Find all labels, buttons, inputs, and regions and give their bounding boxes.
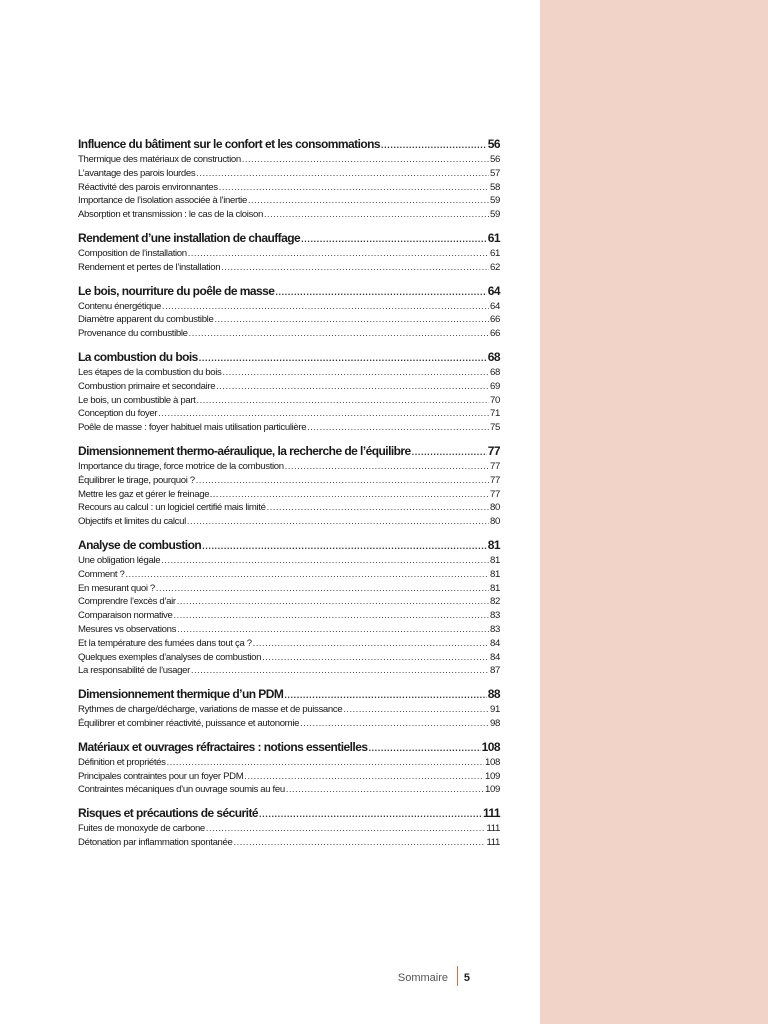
toc-entry-title: Comparaison normative bbox=[78, 610, 173, 622]
toc-entry-page-number: 111 bbox=[486, 836, 500, 848]
toc-chapter-heading-title: Matériaux et ouvrages réfractaires : notions essentielles bbox=[78, 739, 368, 754]
toc-entry-page-number: 84 bbox=[490, 651, 500, 663]
dot-leader bbox=[174, 609, 490, 623]
toc-entry[interactable] bbox=[78, 394, 500, 408]
toc-entry[interactable] bbox=[78, 703, 500, 717]
toc-entry-title: Comment ? bbox=[78, 568, 125, 580]
dot-leader bbox=[196, 474, 489, 488]
toc-entry-title: Principales contraintes pour un foyer PDM bbox=[78, 770, 244, 782]
toc-entry-page-number: 81 bbox=[490, 568, 500, 580]
toc-entry[interactable] bbox=[78, 407, 500, 421]
toc-entry-page-number: 58 bbox=[490, 181, 500, 193]
toc-entry-title: La responsabilité de l’usager bbox=[78, 665, 190, 677]
toc-chapter-heading-title: Le bois, nourriture du poêle de masse bbox=[78, 283, 275, 298]
toc-entry-title: Fuites de monoxyde de carbone bbox=[78, 823, 205, 835]
toc-entry[interactable] bbox=[78, 836, 500, 850]
dot-leader bbox=[301, 232, 487, 247]
dot-leader bbox=[156, 582, 489, 596]
toc-entry-title: Quelques exemples d’analyses de combustion bbox=[78, 651, 262, 663]
toc-entry[interactable] bbox=[78, 181, 500, 195]
toc-entry[interactable] bbox=[78, 208, 500, 222]
decorative-side-band bbox=[540, 0, 768, 1024]
dot-leader bbox=[242, 153, 489, 167]
toc-entry-title: Importance de l’isolation associée à l’inertie bbox=[78, 195, 247, 207]
toc-entry-title: Importance du tirage, force motrice de la combustion bbox=[78, 460, 284, 472]
toc-entry[interactable] bbox=[78, 717, 500, 731]
toc-entry[interactable] bbox=[78, 651, 500, 665]
dot-leader bbox=[285, 460, 489, 474]
toc-entry[interactable] bbox=[78, 515, 500, 529]
toc-entry-title: L’avantage des parois lourdes bbox=[78, 167, 196, 179]
toc-entry-page-number: 59 bbox=[490, 209, 500, 221]
toc-chapter-heading-title: La combustion du bois bbox=[78, 349, 198, 364]
toc-chapter-heading[interactable] bbox=[78, 350, 500, 366]
toc-section bbox=[78, 350, 500, 435]
toc-entry[interactable] bbox=[78, 327, 500, 341]
toc-entry-title: Recours au calcul : un logiciel certifié mais limité bbox=[78, 502, 266, 514]
toc-entry[interactable] bbox=[78, 770, 500, 784]
toc-chapter-heading-title: Dimensionnement thermo-aéraulique, la recherche de l’équilibre bbox=[78, 443, 411, 458]
toc-entry[interactable] bbox=[78, 609, 500, 623]
toc-entry-title: Objectifs et limites du calcul bbox=[78, 516, 186, 528]
toc-entry[interactable] bbox=[78, 194, 500, 208]
dot-leader bbox=[368, 741, 480, 756]
dot-leader bbox=[187, 515, 489, 529]
toc-entry[interactable] bbox=[78, 261, 500, 275]
toc-entry-page-number: 61 bbox=[490, 247, 500, 259]
toc-chapter-heading-title: Influence du bâtiment sur le confort et les consommations bbox=[78, 137, 381, 151]
toc-entry-page-number: 109 bbox=[485, 770, 500, 782]
toc-entry-page-number: 80 bbox=[490, 502, 500, 514]
dot-leader bbox=[262, 651, 489, 665]
toc-entry[interactable] bbox=[78, 664, 500, 678]
toc-chapter-heading-title: Risques et précautions de sécurité bbox=[78, 806, 259, 821]
toc-entry-title: Équilibrer le tirage, pourquoi ? bbox=[78, 474, 195, 486]
toc-entry-title: Définition et propriétés bbox=[78, 756, 166, 768]
toc-entry[interactable] bbox=[78, 167, 500, 181]
dot-leader bbox=[188, 247, 489, 261]
toc-entry[interactable] bbox=[78, 153, 500, 167]
toc-chapter-heading-page-number: 81 bbox=[487, 537, 500, 552]
toc-entry[interactable] bbox=[78, 300, 500, 314]
toc-chapter-heading[interactable] bbox=[78, 538, 500, 554]
toc-entry-page-number: 109 bbox=[485, 784, 500, 796]
toc-chapter-heading-page-number: 68 bbox=[487, 349, 500, 364]
toc-chapter-heading-page-number: 111 bbox=[482, 806, 500, 821]
toc-chapter-heading[interactable] bbox=[78, 444, 500, 460]
toc-entry-page-number: 56 bbox=[490, 154, 500, 165]
toc-entry-title: Provenance du combustible bbox=[78, 328, 188, 340]
toc-entry-page-number: 98 bbox=[490, 717, 500, 729]
toc-entry-title: Thermique des matériaux de construction bbox=[78, 154, 241, 165]
dot-leader bbox=[161, 554, 489, 568]
dot-leader bbox=[343, 703, 489, 717]
toc-entry[interactable] bbox=[78, 501, 500, 515]
toc-section bbox=[78, 687, 500, 731]
toc-chapter-heading[interactable] bbox=[78, 284, 500, 300]
footer-section-label: Sommaire bbox=[397, 972, 448, 984]
toc-entry-title: Rythmes de charge/décharge, variations de masse et de puissance bbox=[78, 704, 343, 716]
dot-leader bbox=[197, 394, 490, 408]
toc-entry-title: Combustion primaire et secondaire bbox=[78, 380, 216, 392]
toc-entry-title: Le bois, un combustible à part bbox=[78, 394, 196, 406]
toc-section bbox=[78, 231, 500, 275]
toc-entry-page-number: 66 bbox=[490, 328, 500, 340]
toc-entry[interactable] bbox=[78, 460, 500, 474]
toc-entry[interactable] bbox=[78, 421, 500, 435]
toc-chapter-heading-page-number: 88 bbox=[487, 687, 500, 702]
dot-leader bbox=[300, 717, 489, 731]
toc-entry-page-number: 81 bbox=[490, 582, 500, 594]
dot-leader bbox=[412, 445, 487, 460]
toc-entry-title: Rendement et pertes de l’installation bbox=[78, 261, 221, 273]
table-of-contents bbox=[78, 137, 500, 859]
toc-entry[interactable] bbox=[78, 247, 500, 261]
dot-leader bbox=[177, 623, 489, 637]
toc-section bbox=[78, 538, 500, 678]
toc-entry-page-number: 83 bbox=[490, 623, 500, 635]
dot-leader bbox=[221, 261, 489, 275]
toc-entry-title: Diamètre apparent du combustible bbox=[78, 314, 214, 326]
toc-entry[interactable] bbox=[78, 623, 500, 637]
toc-chapter-heading-title: Dimensionnement thermique d’un PDM bbox=[78, 687, 284, 702]
toc-entry-page-number: 91 bbox=[490, 704, 500, 716]
toc-entry-page-number: 69 bbox=[490, 380, 500, 392]
toc-entry[interactable] bbox=[78, 783, 500, 797]
toc-chapter-heading-title: Analyse de combustion bbox=[78, 537, 202, 552]
toc-section bbox=[78, 806, 500, 850]
dot-leader bbox=[206, 822, 486, 836]
dot-leader bbox=[219, 488, 489, 502]
toc-entry-title: Mettre les gaz et gérer le freinage… bbox=[78, 488, 219, 500]
toc-entry[interactable] bbox=[78, 822, 500, 836]
page-number: 5 bbox=[463, 972, 470, 984]
dot-leader bbox=[307, 421, 489, 435]
toc-entry[interactable] bbox=[78, 595, 500, 609]
toc-entry-title: Composition de l’installation bbox=[78, 247, 187, 259]
dot-leader bbox=[162, 300, 489, 314]
dot-leader bbox=[223, 366, 490, 380]
toc-entry-page-number: 77 bbox=[490, 488, 500, 500]
toc-entry-page-number: 71 bbox=[490, 408, 500, 420]
toc-chapter-heading-title: Rendement d’une installation de chauffage bbox=[78, 230, 301, 245]
dot-leader bbox=[248, 194, 489, 208]
toc-entry-title: Et la température des fumées dans tout ça ? bbox=[78, 637, 252, 649]
dot-leader bbox=[275, 285, 486, 300]
toc-chapter-heading-page-number: 56 bbox=[487, 137, 500, 151]
dot-leader bbox=[381, 138, 487, 153]
toc-entry-page-number: 59 bbox=[490, 195, 500, 207]
toc-entry-page-number: 75 bbox=[490, 422, 500, 434]
dot-leader bbox=[253, 637, 489, 651]
toc-entry-page-number: 77 bbox=[490, 460, 500, 472]
dot-leader bbox=[244, 770, 484, 784]
dot-leader bbox=[202, 539, 487, 554]
toc-entry-page-number: 62 bbox=[490, 261, 500, 273]
toc-entry-page-number: 66 bbox=[490, 314, 500, 326]
toc-entry[interactable] bbox=[78, 488, 500, 502]
toc-entry[interactable] bbox=[78, 474, 500, 488]
dot-leader bbox=[189, 327, 489, 341]
toc-entry-page-number: 84 bbox=[490, 637, 500, 649]
toc-chapter-heading[interactable] bbox=[78, 231, 500, 247]
toc-section bbox=[78, 444, 500, 529]
dot-leader bbox=[196, 167, 489, 181]
toc-entry-title: Absorption et transmission : le cas de la cloison bbox=[78, 209, 263, 221]
dot-leader bbox=[214, 313, 489, 327]
toc-entry-title: Poêle de masse : foyer habituel mais utilisation particulière bbox=[78, 422, 307, 434]
toc-section bbox=[78, 740, 500, 797]
toc-entry-page-number: 57 bbox=[490, 167, 500, 179]
dot-leader bbox=[125, 568, 489, 582]
toc-section bbox=[78, 284, 500, 341]
toc-chapter-heading[interactable] bbox=[78, 137, 500, 153]
toc-entry-page-number: 83 bbox=[490, 610, 500, 622]
toc-entry-page-number: 77 bbox=[490, 474, 500, 486]
toc-entry-title: Détonation par inflammation spontanée bbox=[78, 836, 233, 848]
dot-leader bbox=[158, 407, 489, 421]
toc-entry-page-number: 111 bbox=[486, 823, 500, 835]
toc-entry-title: En mesurant quoi ? bbox=[78, 582, 155, 594]
toc-section bbox=[78, 137, 500, 222]
dot-leader bbox=[177, 595, 489, 609]
dot-leader bbox=[264, 208, 489, 222]
toc-entry[interactable] bbox=[78, 582, 500, 596]
dot-leader bbox=[234, 836, 486, 850]
toc-entry-title: Équilibrer et combiner réactivité, puissance et autonomie bbox=[78, 717, 300, 729]
toc-entry-title: Mesures vs observations bbox=[78, 623, 177, 635]
dot-leader bbox=[167, 756, 484, 770]
toc-entry-page-number: 64 bbox=[490, 300, 500, 312]
toc-chapter-heading[interactable] bbox=[78, 806, 500, 822]
footer-divider bbox=[457, 966, 458, 986]
toc-entry-page-number: 68 bbox=[490, 366, 500, 378]
toc-entry[interactable] bbox=[78, 380, 500, 394]
dot-leader bbox=[191, 664, 489, 678]
dot-leader bbox=[216, 380, 489, 394]
toc-chapter-heading-page-number: 64 bbox=[487, 283, 500, 298]
toc-entry-page-number: 82 bbox=[490, 596, 500, 608]
toc-entry-title: Comprendre l’excès d’air bbox=[78, 596, 176, 608]
toc-chapter-heading-page-number: 77 bbox=[487, 443, 500, 458]
toc-entry[interactable] bbox=[78, 637, 500, 651]
toc-entry[interactable] bbox=[78, 756, 500, 770]
toc-entry-page-number: 70 bbox=[490, 394, 500, 406]
toc-entry[interactable] bbox=[78, 568, 500, 582]
toc-entry-title: Contraintes mécaniques d’un ouvrage soumis au feu bbox=[78, 784, 285, 796]
toc-entry-title: Une obligation légale bbox=[78, 554, 161, 566]
toc-chapter-heading[interactable] bbox=[78, 740, 500, 756]
dot-leader bbox=[284, 688, 486, 703]
toc-entry-page-number: 81 bbox=[490, 554, 500, 566]
page-footer bbox=[300, 966, 470, 988]
toc-entry-title: Les étapes de la combustion du bois bbox=[78, 366, 222, 378]
toc-entry[interactable] bbox=[78, 313, 500, 327]
toc-entry-title: Conception du foyer bbox=[78, 408, 158, 420]
dot-leader bbox=[219, 181, 489, 195]
toc-chapter-heading-page-number: 61 bbox=[487, 230, 500, 245]
dot-leader bbox=[267, 501, 489, 515]
toc-chapter-heading[interactable] bbox=[78, 687, 500, 703]
toc-entry[interactable] bbox=[78, 366, 500, 380]
toc-entry-title: Réactivité des parois environnantes bbox=[78, 181, 218, 193]
toc-entry-page-number: 80 bbox=[490, 516, 500, 528]
toc-entry-title: Contenu énergétique bbox=[78, 300, 161, 312]
toc-chapter-heading-page-number: 108 bbox=[481, 739, 500, 754]
dot-leader bbox=[286, 783, 484, 797]
dot-leader bbox=[199, 351, 487, 366]
toc-entry[interactable] bbox=[78, 554, 500, 568]
toc-entry-page-number: 108 bbox=[485, 756, 500, 768]
dot-leader bbox=[259, 807, 482, 822]
toc-entry-page-number: 87 bbox=[490, 665, 500, 677]
